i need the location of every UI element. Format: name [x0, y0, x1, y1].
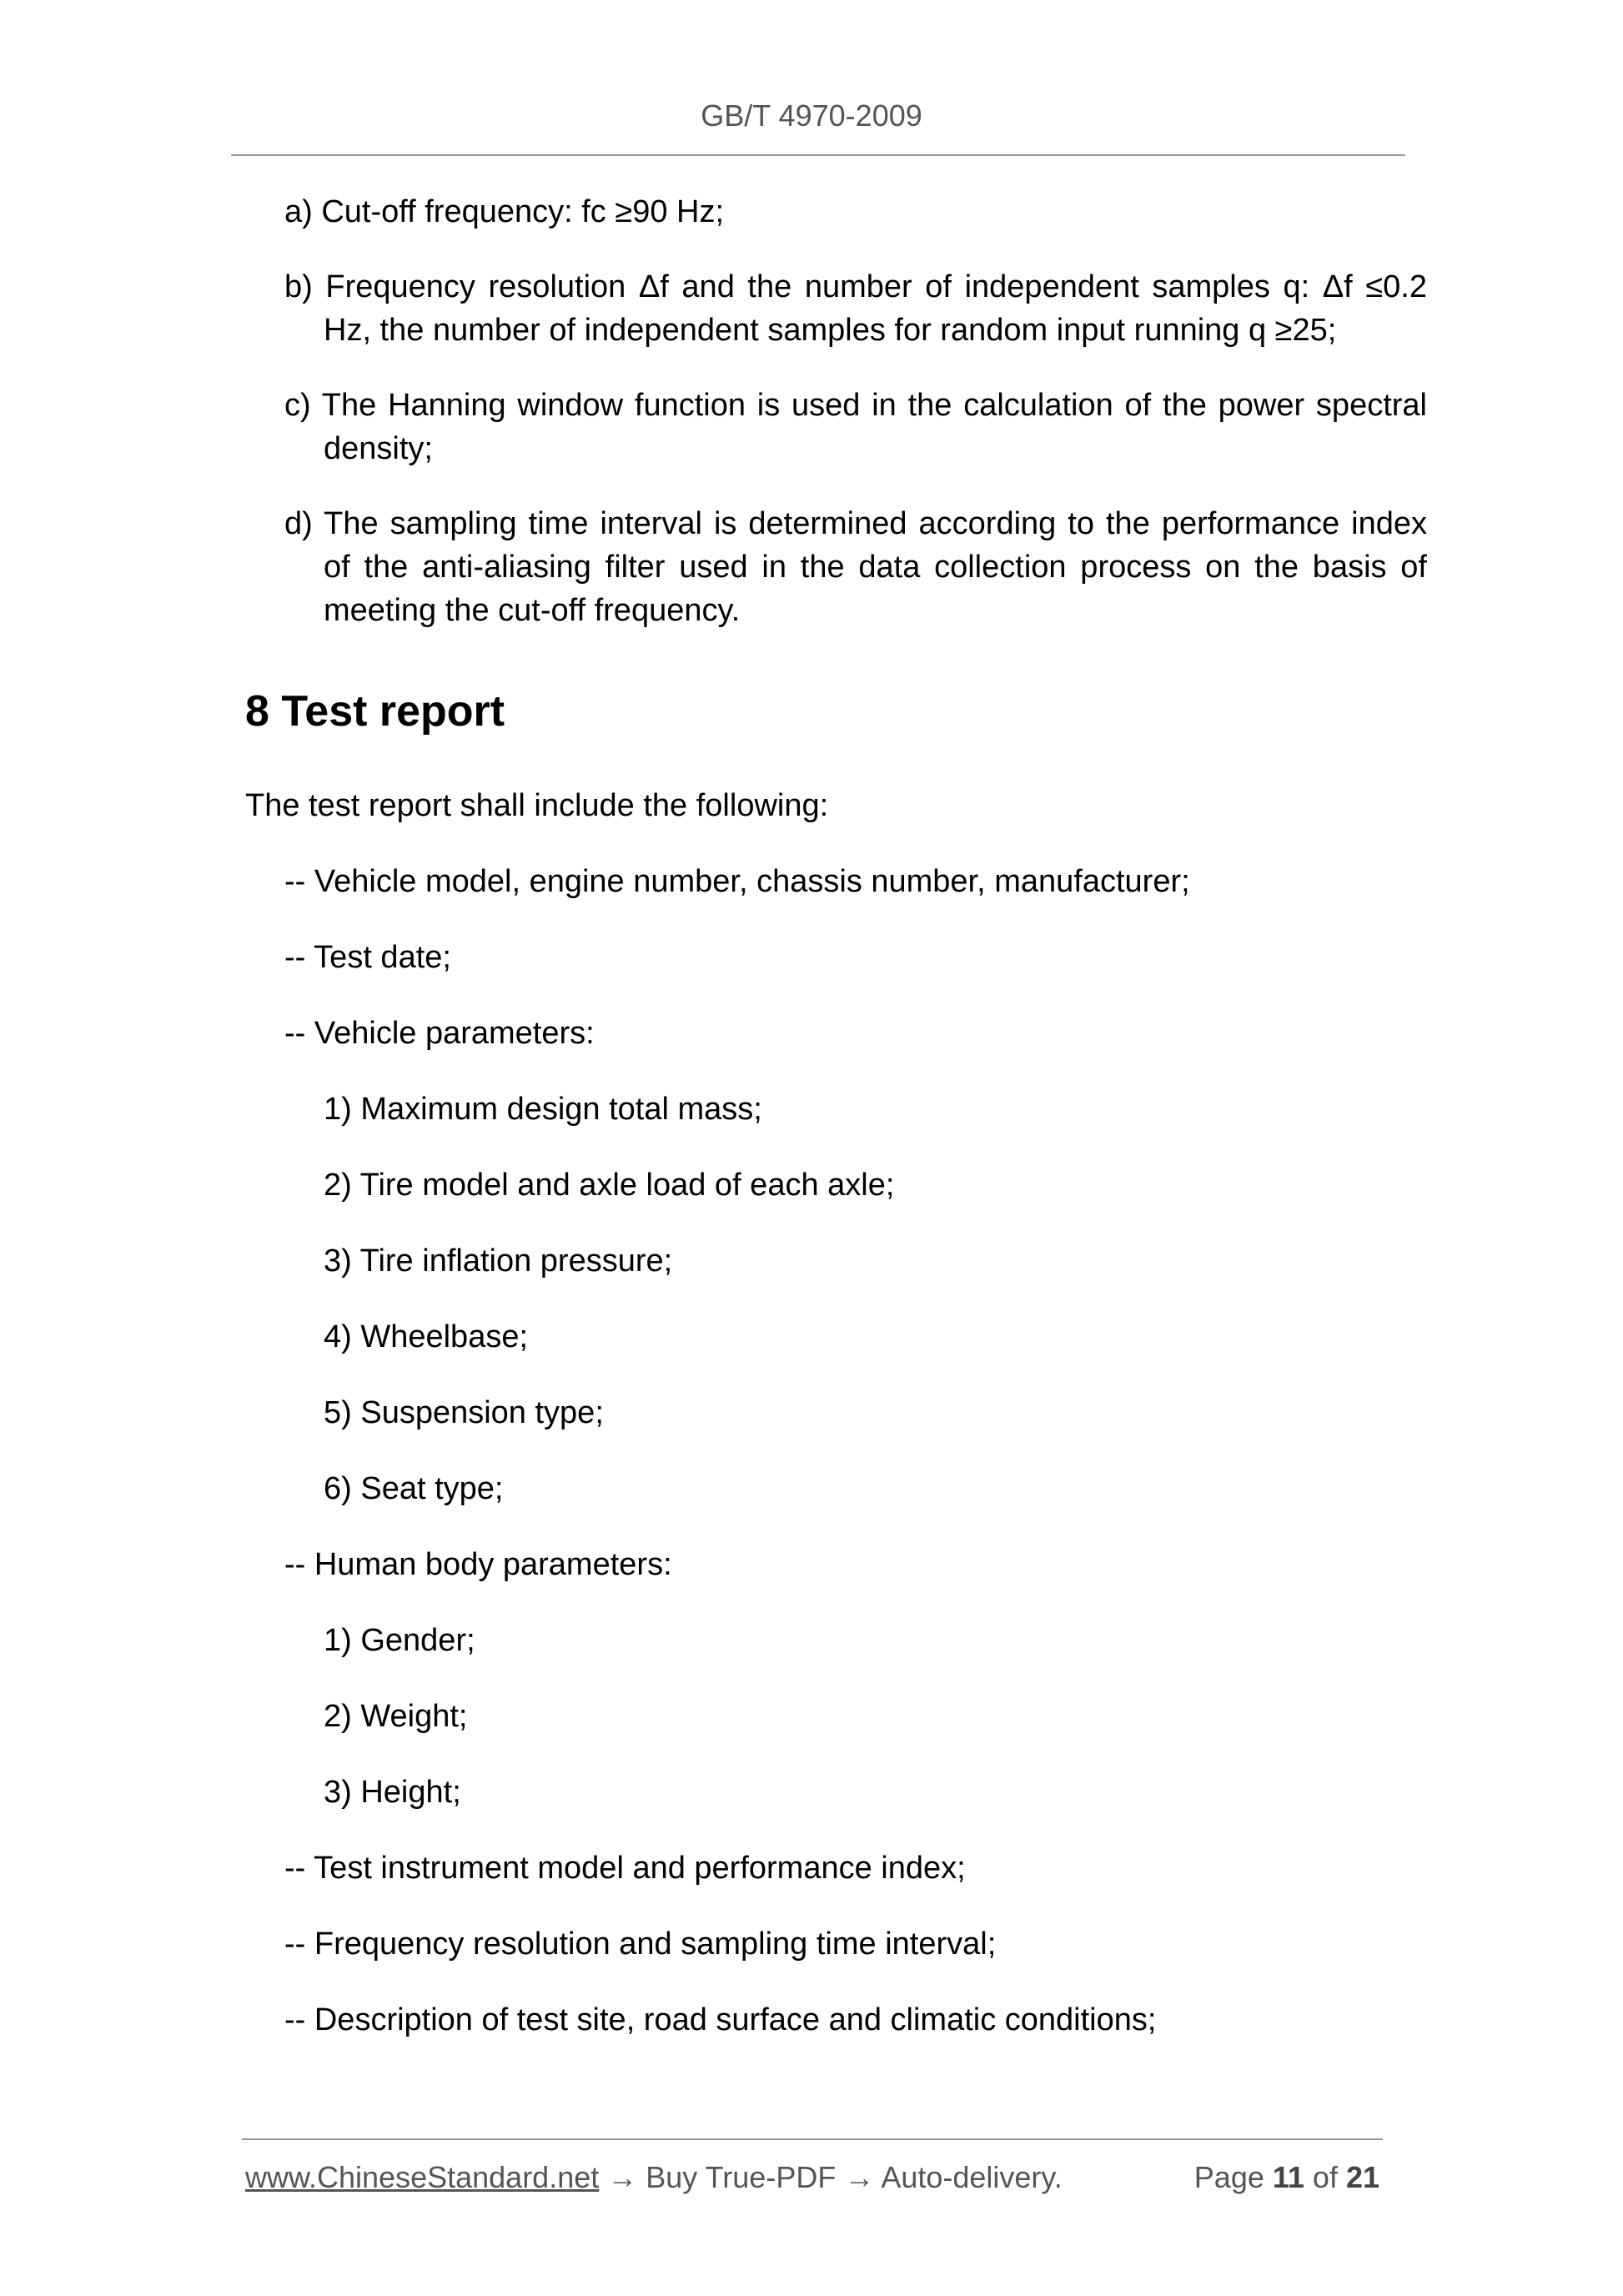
- page-footer: [245, 2160, 1379, 2195]
- vehicle-param-item: 3) Tire inflation pressure;: [324, 1243, 673, 1279]
- list-item-d: d) The sampling time interval is determined according to the performance index of the anti-aliasing filter used in the data collection process on the basis of meeting the cut-off frequency.: [284, 506, 1427, 628]
- header-divider: [231, 154, 1405, 156]
- human-param-item: 3) Height;: [324, 1775, 461, 1810]
- vehicle-param-item: 1) Maximum design total mass;: [324, 1092, 762, 1127]
- vehicle-param-item: 5) Suspension type;: [324, 1395, 604, 1430]
- vehicle-param-item: 2) Tire model and axle load of each axle;: [324, 1168, 895, 1203]
- vehicle-param-item: 4) Wheelbase;: [324, 1319, 529, 1354]
- page-label: Page: [1193, 2160, 1273, 2194]
- report-item-human-parameters: -- Human body parameters:: [284, 1547, 672, 1582]
- footer-divider: [242, 2138, 1383, 2140]
- section-heading: 8 Test report: [245, 687, 505, 736]
- report-item-instrument: -- Test instrument model and performance index;: [284, 1851, 966, 1886]
- page-content: [0, 190, 1623, 2074]
- report-item-frequency: -- Frequency resolution and sampling time interval;: [284, 1927, 997, 1962]
- human-param-item: 1) Gender;: [324, 1623, 475, 1658]
- total-pages: 21: [1345, 2160, 1379, 2194]
- list-item-b: b) Frequency resolution Δf and the number of independent samples q: Δf ≤0.2 Hz, the number of independent samples for random input running q ≥25;: [284, 269, 1427, 348]
- human-param-item: 2) Weight;: [324, 1699, 468, 1734]
- list-item-a: a) Cut-off frequency: fc ≥90 Hz;: [284, 194, 725, 229]
- report-item-vehicle-model: -- Vehicle model, engine number, chassis number, manufacturer;: [284, 864, 1190, 899]
- footer-tagline: → Buy True-PDF → Auto-delivery.: [599, 2160, 1063, 2194]
- current-page: 11: [1272, 2160, 1304, 2194]
- report-item-site: -- Description of test site, road surface and climatic conditions;: [284, 2002, 1157, 2037]
- vehicle-param-item: 6) Seat type;: [324, 1471, 504, 1506]
- page-of-label: of: [1304, 2160, 1346, 2194]
- website-link[interactable]: www.ChineseStandard.net: [245, 2160, 600, 2194]
- section-intro: The test report shall include the following:: [245, 788, 829, 823]
- document-header: GB/T 4970-2009: [701, 98, 922, 133]
- page-number: [1194, 2160, 1379, 2195]
- list-item-c: c) The Hanning window function is used in the calculation of the power spectral density;: [284, 388, 1427, 466]
- report-item-vehicle-parameters: -- Vehicle parameters:: [284, 1016, 595, 1051]
- report-item-test-date: -- Test date;: [284, 940, 451, 975]
